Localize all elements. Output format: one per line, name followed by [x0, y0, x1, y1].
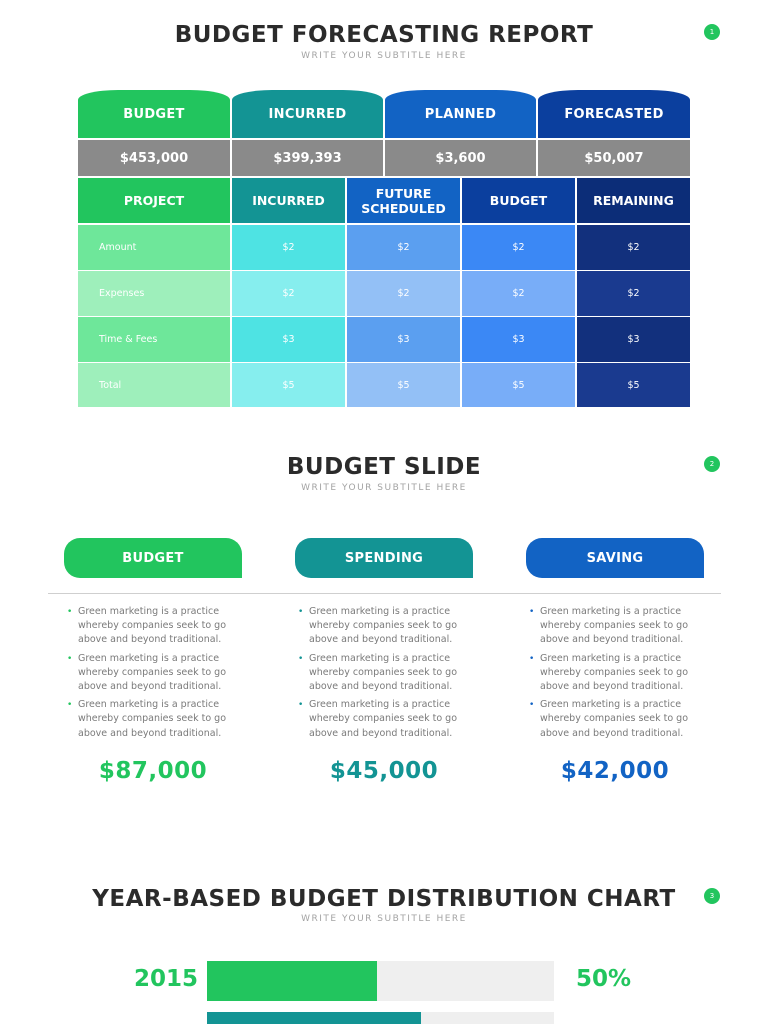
summary-value-forecasted: $50,007 [538, 140, 690, 176]
table-cell: $3 [577, 317, 690, 362]
bullet-text: Green marketing is a practice whereby companies seek to go above and beyond traditional. [540, 699, 689, 739]
bullet-text: Green marketing is a practice whereby companies seek to go above and beyond traditional. [309, 606, 458, 646]
table-header-future-scheduled: FUTURE SCHEDULED [347, 178, 460, 223]
summary-tab-planned: PLANNED [385, 90, 536, 138]
card-tab-spending: SPENDING [295, 538, 473, 578]
table-cell: $2 [347, 225, 460, 270]
table-cell: $3 [462, 317, 575, 362]
table-cell: $5 [347, 363, 460, 407]
list-item [298, 605, 468, 648]
page-number-badge: 3 [704, 888, 720, 904]
table-cell: $5 [232, 363, 345, 407]
table-cell: $5 [462, 363, 575, 407]
bar-fill [207, 1012, 421, 1024]
bar-track [207, 961, 554, 1001]
bullet-icon: • [529, 700, 535, 711]
table-cell: $5 [577, 363, 690, 407]
bullet-list-saving [529, 605, 699, 745]
table-header-project: PROJECT [78, 178, 230, 223]
summary-tab-forecasted: FORECASTED [538, 90, 690, 138]
table-cell: $2 [347, 271, 460, 316]
page-number-badge: 1 [704, 24, 720, 40]
bar-year-label: 2015 [133, 966, 198, 992]
summary-tab-incurred: INCURRED [232, 90, 383, 138]
table-cell: $2 [232, 271, 345, 316]
table-cell: $2 [232, 225, 345, 270]
bullet-list-spending [298, 605, 468, 745]
bullet-icon: • [67, 607, 73, 617]
bullet-icon: • [298, 607, 304, 617]
bullet-list-budget [67, 605, 237, 745]
list-item [298, 698, 468, 741]
bullet-icon: • [529, 607, 535, 617]
list-item [529, 605, 699, 648]
list-item [529, 698, 699, 741]
table-header-remaining: REMAINING [577, 178, 690, 223]
bullet-icon: • [67, 653, 73, 664]
bullet-icon: • [298, 700, 304, 711]
list-item [67, 698, 237, 741]
bullet-text: Green marketing is a practice whereby companies seek to go above and beyond traditional. [78, 699, 227, 739]
bullet-text: Green marketing is a practice whereby companies seek to go above and beyond traditional. [309, 699, 458, 739]
list-item [529, 652, 699, 695]
summary-value-incurred: $399,393 [232, 140, 383, 176]
page-number-badge: 2 [704, 456, 720, 472]
table-row-label: Amount [78, 225, 230, 270]
bullet-icon: • [67, 700, 73, 711]
table-row-label: Time & Fees [78, 317, 230, 362]
bar-fill [207, 961, 377, 1001]
bullet-text: Green marketing is a practice whereby companies seek to go above and beyond traditional. [78, 606, 227, 646]
page-title: BUDGET FORECASTING REPORT [174, 22, 594, 48]
table-row-label: Expenses [78, 271, 230, 316]
summary-value-budget: $453,000 [78, 140, 230, 176]
amount-saving: $42,000 [560, 758, 670, 784]
bullet-text: Green marketing is a practice whereby companies seek to go above and beyond traditional. [309, 652, 458, 693]
summary-tab-budget: BUDGET [78, 90, 230, 138]
table-cell: $2 [577, 225, 690, 270]
section-title: YEAR-BASED BUDGET DISTRIBUTION CHART [92, 886, 676, 912]
bar-percent-label: 50% [576, 966, 632, 992]
bullet-text: Green marketing is a practice whereby companies seek to go above and beyond traditional. [78, 652, 227, 693]
card-tab-saving: SAVING [526, 538, 704, 578]
card-tab-budget: BUDGET [64, 538, 242, 578]
table-cell: $3 [232, 317, 345, 362]
table-header-budget: BUDGET [462, 178, 575, 223]
list-item [298, 652, 468, 695]
summary-value-planned: $3,600 [385, 140, 536, 176]
section-subtitle: WRITE YOUR SUBTITLE HERE [301, 483, 467, 493]
amount-budget: $87,000 [98, 758, 208, 784]
bullet-text: Green marketing is a practice whereby companies seek to go above and beyond traditional. [540, 606, 689, 646]
divider [48, 593, 721, 594]
section-subtitle: WRITE YOUR SUBTITLE HERE [301, 914, 467, 924]
list-item [67, 652, 237, 695]
section-title: BUDGET SLIDE [286, 454, 482, 480]
table-header-incurred: INCURRED [232, 178, 345, 223]
amount-spending: $45,000 [329, 758, 439, 784]
table-cell: $2 [462, 225, 575, 270]
table-cell: $3 [347, 317, 460, 362]
table-cell: $2 [462, 271, 575, 316]
bullet-icon: • [298, 653, 304, 664]
bar-track [207, 1012, 554, 1024]
bullet-icon: • [529, 653, 535, 664]
table-cell: $2 [577, 271, 690, 316]
page-subtitle: WRITE YOUR SUBTITLE HERE [301, 51, 467, 61]
table-row-label: Total [78, 363, 230, 407]
list-item [67, 605, 237, 648]
bullet-text: Green marketing is a practice whereby companies seek to go above and beyond traditional. [540, 652, 689, 693]
